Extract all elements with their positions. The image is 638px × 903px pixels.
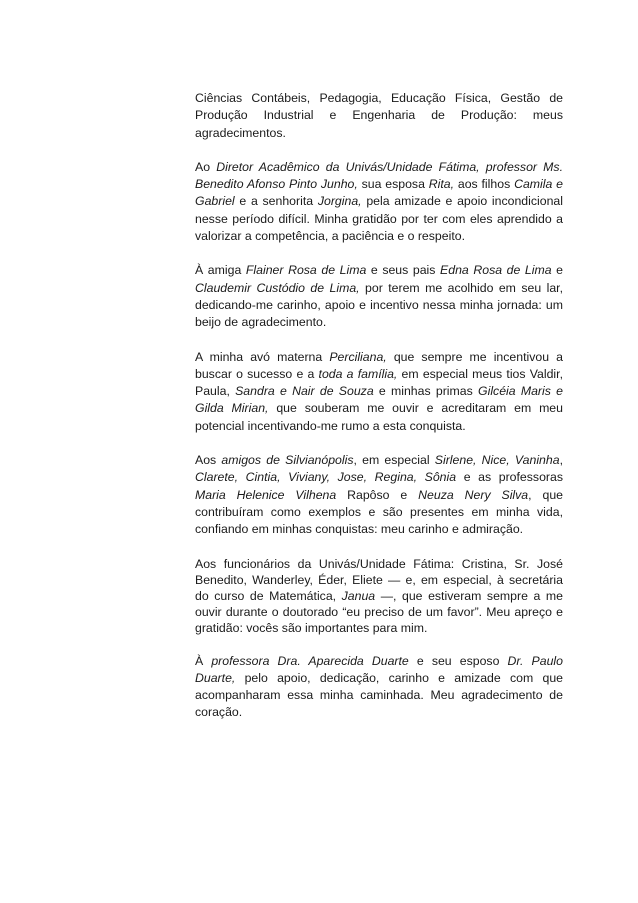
text-segment: que souberam me ouvir e acreditaram em meu potencial incentivando-me rumo a esta conquista.	[195, 401, 563, 433]
italic-text: Diretor Acadêmico da Univás/Unidade Fátima, professor Ms. Benedito Afonso Pinto Junho,	[195, 159, 563, 192]
text-segment: e seus pais	[366, 263, 441, 278]
acknowledgements-body	[195, 90, 563, 739]
text-segment: Ao	[195, 159, 217, 174]
text-segment: por terem me acolhido em seu lar, dedicando-me carinho, apoio e incentivo nessa minha jornada: um beijo de agradecimento.	[195, 280, 563, 330]
italic-text: amigos de Silvianópolis	[221, 453, 354, 468]
italic-text: Maria Helenice Vilhena	[195, 487, 337, 502]
text-segment: —, que estiveram sempre a me ouvir durante o doutorado “eu preciso de um favor”. Meu apreço e gratidão: vocês são importantes para mim.	[195, 588, 563, 635]
italic-text: Sandra e Nair de Souza	[235, 384, 374, 399]
text-segment: , em especial	[353, 453, 435, 468]
italic-text: Flainer Rosa de Lima	[245, 263, 367, 278]
text-segment: sua esposa	[357, 177, 429, 192]
italic-text: Sirlene, Nice, Vaninha	[434, 453, 560, 468]
paragraph-6	[195, 556, 563, 636]
text-segment: À	[195, 653, 212, 668]
text-segment: aos filhos	[454, 177, 515, 192]
paragraph-1	[195, 90, 563, 142]
text-segment: Aos funcionários da Univás/Unidade Fátima: Cristina, Sr. José Benedito, Wanderley, Éder, Eliete — e, em especial, à secretária do curso de Matemática,	[195, 556, 563, 603]
italic-text: Jorgina,	[317, 194, 362, 209]
text-segment: que sempre me incentivou a buscar o sucesso e a	[195, 349, 563, 381]
text-segment: Ciências Contábeis, Pedagogia, Educação Física, Gestão de Produção Industrial e Engenharia de Produção: meus agradecimentos.	[195, 91, 563, 140]
text-segment: e minhas primas	[373, 384, 479, 399]
paragraph-2	[195, 159, 563, 245]
text-segment: À amiga	[195, 263, 246, 278]
text-segment: e as professoras	[456, 470, 563, 485]
italic-text: Dr. Paulo Duarte,	[195, 653, 564, 685]
text-segment: Rapôso e	[336, 487, 419, 502]
italic-text: professora Dra. Aparecida Duarte	[211, 653, 409, 668]
paragraph-7	[195, 653, 563, 722]
italic-text: Janua	[341, 588, 376, 603]
text-segment: e seu esposo	[408, 653, 508, 668]
text-segment: e	[551, 263, 564, 278]
italic-text: Edna Rosa de Lima	[440, 263, 552, 278]
text-segment: pela amizade e apoio incondicional nesse período difícil. Minha gratidão por ter com eles aprendido a valorizar a competência, a paciência e o respeito.	[195, 194, 563, 244]
paragraph-3	[195, 262, 563, 331]
italic-text: toda a família,	[318, 366, 398, 381]
text-segment: e a senhorita	[234, 194, 318, 209]
text-segment: A minha avó materna	[195, 349, 330, 364]
italic-text: Claudemir Custódio de Lima,	[195, 280, 360, 295]
paragraph-4	[195, 349, 563, 435]
italic-text: Neuza Nery Silva	[418, 487, 529, 502]
italic-text: Perciliana,	[329, 349, 387, 364]
text-segment: Aos	[195, 453, 222, 468]
text-segment: em especial meus tios Valdir, Paula,	[195, 366, 563, 399]
text-segment: , que contribuíram como exemplos e são presentes em minha vida, confiando em minhas conquistas: meu carinho e admiração.	[195, 487, 563, 537]
italic-text: Gilcéia Maris e Gilda Mirian,	[195, 384, 563, 416]
text-segment: pelo apoio, dedicação, carinho e amizade com que acompanharam essa minha caminhada. Meu agradecimento de coração.	[195, 670, 563, 720]
italic-text: Camila e Gabriel	[195, 177, 563, 209]
italic-text: Rita,	[428, 177, 455, 192]
paragraph-5	[195, 452, 563, 538]
italic-text: Clarete, Cintia, Viviany, Jose, Regina, Sônia	[195, 470, 457, 485]
text-segment: ,	[559, 453, 563, 468]
